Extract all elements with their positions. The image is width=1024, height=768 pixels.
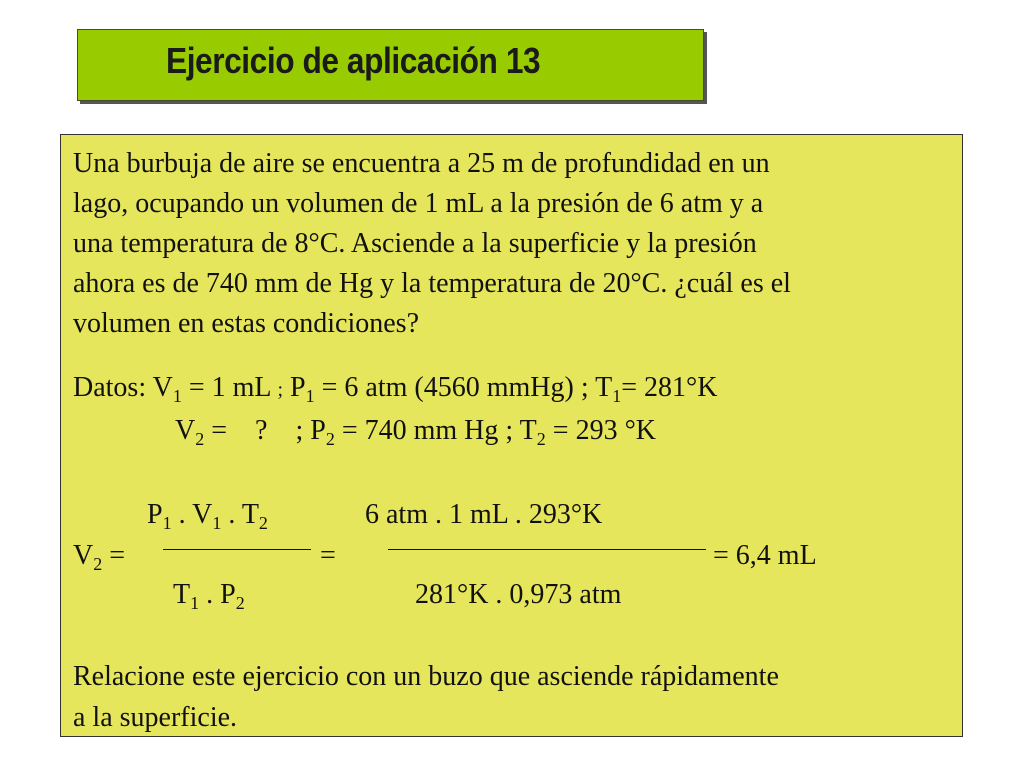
t2-sub: 2 (536, 429, 546, 449)
den-t: T (173, 579, 191, 610)
slide-title: Ejercicio de aplicación 13 (166, 40, 541, 81)
num-t: T (241, 499, 259, 530)
v2-value: = ? ; (211, 415, 304, 446)
closing-line-2: a la superficie. (73, 702, 238, 733)
problem-line-3: una temperatura de 8°C. Asciende a la superficie y la presión (73, 228, 757, 259)
formula-numerator (147, 499, 268, 533)
num-v-sub: 1 (212, 513, 222, 533)
formula-result: = 6,4 mL (713, 540, 817, 571)
num-dot-2: . (221, 499, 242, 530)
p1-value: = 6 atm (4560 mmHg) ; (321, 372, 589, 403)
datos-line-2 (175, 415, 656, 449)
lhs-var: V (73, 540, 94, 571)
v2-var: V (175, 415, 196, 446)
num-t-sub: 2 (258, 513, 268, 533)
fraction-bar-numeric (388, 549, 706, 550)
lhs-sub: 2 (93, 554, 103, 574)
den-p-sub: 2 (235, 593, 245, 613)
den-p: P (220, 579, 236, 610)
formula-lhs (73, 540, 125, 574)
t1-sub: 1 (612, 386, 622, 406)
lhs-equals: = (102, 540, 126, 571)
problem-line-2: lago, ocupando un volumen de 1 mL a la presión de 6 atm y a (73, 188, 764, 219)
problem-line-4: ahora es de 740 mm de Hg y la temperatura de 20°C. ¿cuál es el (73, 268, 791, 299)
v1-sub: 1 (172, 386, 182, 406)
t1-value: = 281°K (621, 372, 718, 403)
t1-var: T (595, 372, 613, 403)
problem-line-5: volumen en estas condiciones? (73, 308, 420, 339)
den-t-sub: 1 (190, 593, 200, 613)
num-p-sub: 1 (162, 513, 172, 533)
t2-value: = 293 °K (552, 415, 656, 446)
v1-var: V (152, 372, 173, 403)
datos-label: Datos: (73, 372, 147, 403)
den-dot: . (199, 579, 221, 610)
p1-sub: 1 (305, 386, 315, 406)
p2-value: = 740 mm Hg ; (341, 415, 514, 446)
formula-numerator-values: 6 atm . 1 mL . 293°K (365, 499, 603, 530)
t2-var: T (519, 415, 537, 446)
num-v: V (192, 499, 213, 530)
formula-denominator (173, 579, 245, 613)
v1-value: = 1 mL (188, 372, 271, 403)
content-box (60, 134, 963, 737)
closing-line-1: Relacione este ejercicio con un buzo que asciende rápidamente (73, 661, 779, 692)
v2-sub: 2 (195, 429, 205, 449)
formula-denominator-values: 281°K . 0,973 atm (415, 579, 622, 610)
num-dot-1: . (171, 499, 193, 530)
problem-line-1: Una burbuja de aire se encuentra a 25 m de profundidad en un (73, 148, 770, 179)
formula-equals: = (320, 540, 336, 571)
fraction-bar-symbolic (163, 549, 311, 550)
p2-var: P (310, 415, 326, 446)
title-box (77, 29, 704, 101)
p1-var: P (290, 372, 306, 403)
datos-line-1 (73, 372, 717, 406)
num-p: P (147, 499, 163, 530)
datos-separator: ; (277, 379, 284, 401)
p2-sub: 2 (325, 429, 335, 449)
